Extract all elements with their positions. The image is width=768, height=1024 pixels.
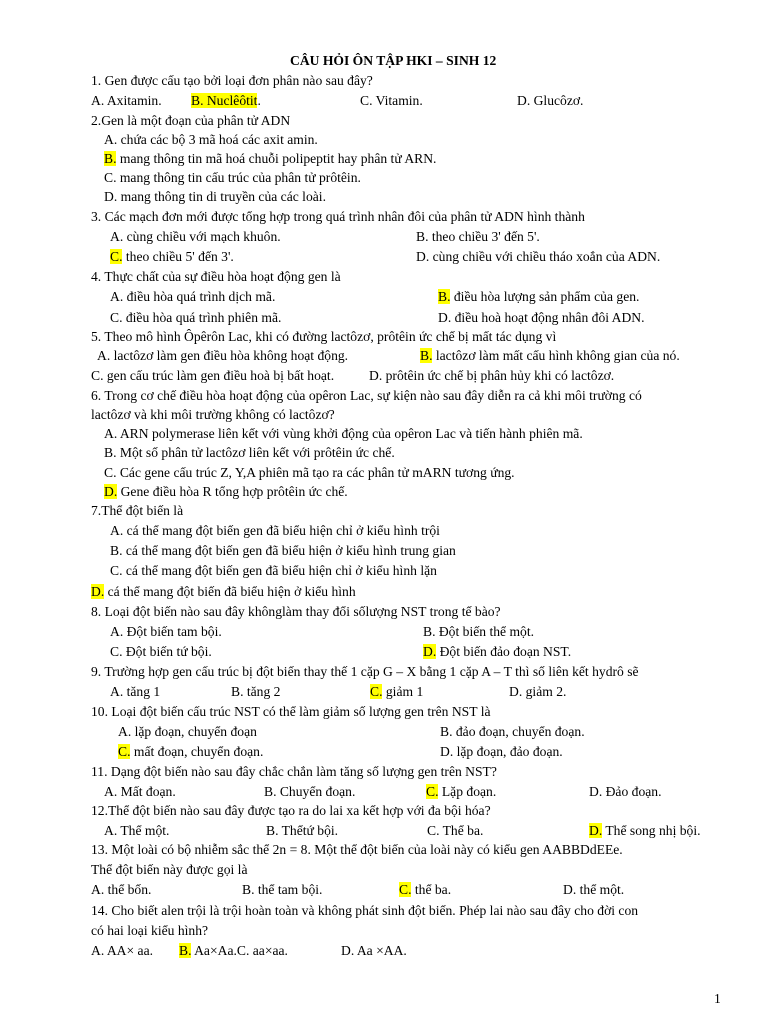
answer-highlight: C. bbox=[118, 744, 131, 759]
question-11: 11. Dạng đột biến nào sau đây chắc chắn làm tăng số lượng gen trên NST? bbox=[91, 764, 497, 779]
answer-highlight: D. bbox=[423, 644, 437, 659]
q1-option-c: C. Vitamin. bbox=[360, 93, 423, 108]
q2-option-b: B. mang thông tin mã hoá chuỗi polipeptit hay phân tử ARN. bbox=[104, 151, 437, 166]
q5-option-b: B. lactôzơ làm mất cấu hình không gian của nó. bbox=[420, 348, 680, 363]
q8-option-b: B. Đột biến thể một. bbox=[423, 624, 535, 639]
q13-option-b: B. thể tam bội. bbox=[242, 882, 323, 897]
q6-option-b: B. Một số phân tử lactôzơ liên kết với prôtêin ức chế. bbox=[104, 445, 395, 460]
question-8: 8. Loại đột biến nào sau đây khônglàm thay đổi sốlượng NST trong tế bào? bbox=[91, 604, 501, 619]
q7-option-a: A. cá thể mang đột biến gen đã biểu hiện chỉ ở kiểu hình trội bbox=[110, 523, 440, 538]
answer-highlight: B. Nuclêôtit bbox=[191, 93, 258, 108]
q12-option-d: D. Thể song nhị bội. bbox=[589, 823, 701, 838]
q10-option-b: B. đảo đoạn, chuyển đoạn. bbox=[440, 724, 585, 739]
q10-option-c: C. mất đoạn, chuyển đoạn. bbox=[118, 744, 264, 759]
q4-option-c: C. điều hòa quá trình phiên mã. bbox=[110, 310, 282, 325]
q10-option-a: A. lặp đoạn, chuyển đoạn bbox=[118, 724, 257, 739]
question-6-line-2: lactôzơ và khi môi trường không có lactôzơ? bbox=[91, 407, 335, 422]
question-4: 4. Thực chất của sự điều hòa hoạt động gen là bbox=[91, 269, 341, 284]
answer-highlight: D. bbox=[104, 484, 118, 499]
q6-option-d: D. Gene điều hòa R tổng hợp prôtêin ức chế. bbox=[104, 484, 348, 499]
q11-option-b: B. Chuyển đoạn. bbox=[264, 784, 356, 799]
answer-highlight: C. bbox=[426, 784, 439, 799]
q7-option-b: B. cá thể mang đột biến gen đã biểu hiện ở kiểu hình trung gian bbox=[110, 543, 456, 558]
q9-option-a: A. tăng 1 bbox=[110, 684, 161, 699]
q5-option-c: C. gen cấu trúc làm gen điều hoà bị bất hoạt. bbox=[91, 368, 335, 383]
q14-option-b: B. Aa×Aa.C. aa×aa. bbox=[179, 943, 288, 958]
q12-option-b: B. Thểtứ bội. bbox=[266, 823, 339, 838]
question-9: 9. Trường hợp gen cấu trúc bị đột biến thay thế 1 cặp G – X bằng 1 cặp A – T thì số liên kết hydrô sẽ bbox=[91, 664, 639, 679]
q3-option-b: B. theo chiều 3' đến 5'. bbox=[416, 229, 540, 244]
question-14-line-1: 14. Cho biết alen trội là trội hoàn toàn và không phát sinh đột biến. Phép lai nào sau đây cho đời con bbox=[91, 903, 639, 918]
question-5: 5. Theo mô hình Ôpêrôn Lac, khi có đường lactôzơ, prôtêin ức chế bị mất tác dụng vì bbox=[91, 329, 557, 344]
q13-option-d: D. thể một. bbox=[563, 882, 625, 897]
q12-option-a: A. Thể một. bbox=[104, 823, 170, 838]
answer-highlight: C. bbox=[110, 249, 123, 264]
q6-option-a: A. ARN polymerase liên kết với vùng khởi động của opêron Lac và tiến hành phiên mã. bbox=[104, 426, 583, 441]
page-title: CÂU HỎI ÔN TẬP HKI – SINH 12 bbox=[290, 53, 497, 68]
q3-option-a: A. cùng chiều với mạch khuôn. bbox=[110, 229, 281, 244]
q2-option-d: D. mang thông tin di truyền của các loài. bbox=[104, 189, 326, 204]
q6-option-c: C. Các gene cấu trúc Z, Y,A phiên mã tạo ra các phân tử mARN tương ứng. bbox=[104, 465, 515, 480]
question-6-line-1: 6. Trong cơ chế điều hòa hoạt động của opêron Lac, sự kiện nào sau đây diễn ra cả khi môi trường có bbox=[91, 388, 642, 403]
q4-option-b: B. điều hòa lượng sản phẩm của gen. bbox=[438, 289, 640, 304]
answer-highlight: D. bbox=[91, 584, 105, 599]
q9-option-b: B. tăng 2 bbox=[231, 684, 281, 699]
q7-option-d: D. cá thể mang đột biến đã biểu hiện ở kiểu hình bbox=[91, 584, 356, 599]
question-12: 12.Thể đột biến nào sau đây được tạo ra do lai xa kết hợp với đa bội hóa? bbox=[91, 803, 491, 818]
question-13-line-1: 13. Một loài có bộ nhiễm sắc thể 2n = 8. Một thể đột biến của loài này có kiểu gen AABBDdEEe. bbox=[91, 842, 623, 857]
question-10: 10. Loại đột biến cấu trúc NST có thể làm giảm số lượng gen trên NST là bbox=[91, 704, 491, 719]
q9-option-c: C. giảm 1 bbox=[370, 684, 424, 699]
q3-option-c: C. theo chiều 5' đến 3'. bbox=[110, 249, 234, 264]
q11-option-d: D. Đảo đoạn. bbox=[589, 784, 662, 799]
answer-highlight: B. bbox=[104, 151, 117, 166]
q14-option-a: A. AA× aa. bbox=[91, 943, 154, 958]
q2-option-a: A. chứa các bộ 3 mã hoá các axit amin. bbox=[104, 132, 318, 147]
q11-option-c: C. Lặp đoạn. bbox=[426, 784, 497, 799]
question-13-line-2: Thể đột biến này được gọi là bbox=[91, 862, 248, 877]
q11-option-a: A. Mất đoạn. bbox=[104, 784, 176, 799]
q13-option-a: A. thể bốn. bbox=[91, 882, 152, 897]
q13-option-c: C. thể ba. bbox=[399, 882, 452, 897]
q10-option-d: D. lặp đoạn, đảo đoạn. bbox=[440, 744, 563, 759]
q7-option-c: C. cá thể mang đột biến gen đã biểu hiện chỉ ở kiểu hình lặn bbox=[110, 563, 437, 578]
q1-option-a: A. Axitamin. bbox=[91, 93, 162, 108]
q8-option-a: A. Đột biến tam bội. bbox=[110, 624, 222, 639]
answer-highlight: B. bbox=[438, 289, 451, 304]
q5-option-a: A. lactôzơ làm gen điều hòa không hoạt động. bbox=[97, 348, 349, 363]
q3-option-d: D. cùng chiều với chiều tháo xoắn của ADN. bbox=[416, 249, 661, 264]
q5-option-d: D. prôtêin ức chế bị phân hủy khi có lactôzơ. bbox=[369, 368, 615, 383]
question-1: 1. Gen được cấu tạo bởi loại đơn phân nào sau đây? bbox=[91, 73, 373, 88]
question-7: 7.Thể đột biến là bbox=[91, 503, 184, 518]
question-3: 3. Các mạch đơn mới được tổng hợp trong quá trình nhân đôi của phân tử ADN hình thành bbox=[91, 209, 585, 224]
q12-option-c: C. Thể ba. bbox=[427, 823, 484, 838]
q8-option-d: D. Đột biến đảo đoạn NST. bbox=[423, 644, 572, 659]
answer-highlight: C. bbox=[370, 684, 383, 699]
q4-option-d: D. điều hoà hoạt động nhân đôi ADN. bbox=[438, 310, 645, 325]
q4-option-a: A. điều hòa quá trình dịch mã. bbox=[110, 289, 276, 304]
question-2: 2.Gen là một đoạn của phân tử ADN bbox=[91, 113, 291, 128]
page-number: 1 bbox=[714, 991, 721, 1006]
answer-highlight: C. bbox=[399, 882, 412, 897]
answer-highlight: D. bbox=[589, 823, 603, 838]
q9-option-d: D. giảm 2. bbox=[509, 684, 567, 699]
q2-option-c: C. mang thông tin cấu trúc của phân tử prôtêin. bbox=[104, 170, 361, 185]
q8-option-c: C. Đột biến tứ bội. bbox=[110, 644, 212, 659]
q1-option-d: D. Glucôzơ. bbox=[517, 93, 584, 108]
q14-option-d: D. Aa ×AA. bbox=[341, 943, 407, 958]
answer-highlight: B. bbox=[420, 348, 433, 363]
q1-option-b: B. Nuclêôtit. bbox=[191, 93, 261, 108]
answer-highlight: B. bbox=[179, 943, 192, 958]
question-14-line-2: có hai loại kiểu hình? bbox=[91, 923, 209, 938]
